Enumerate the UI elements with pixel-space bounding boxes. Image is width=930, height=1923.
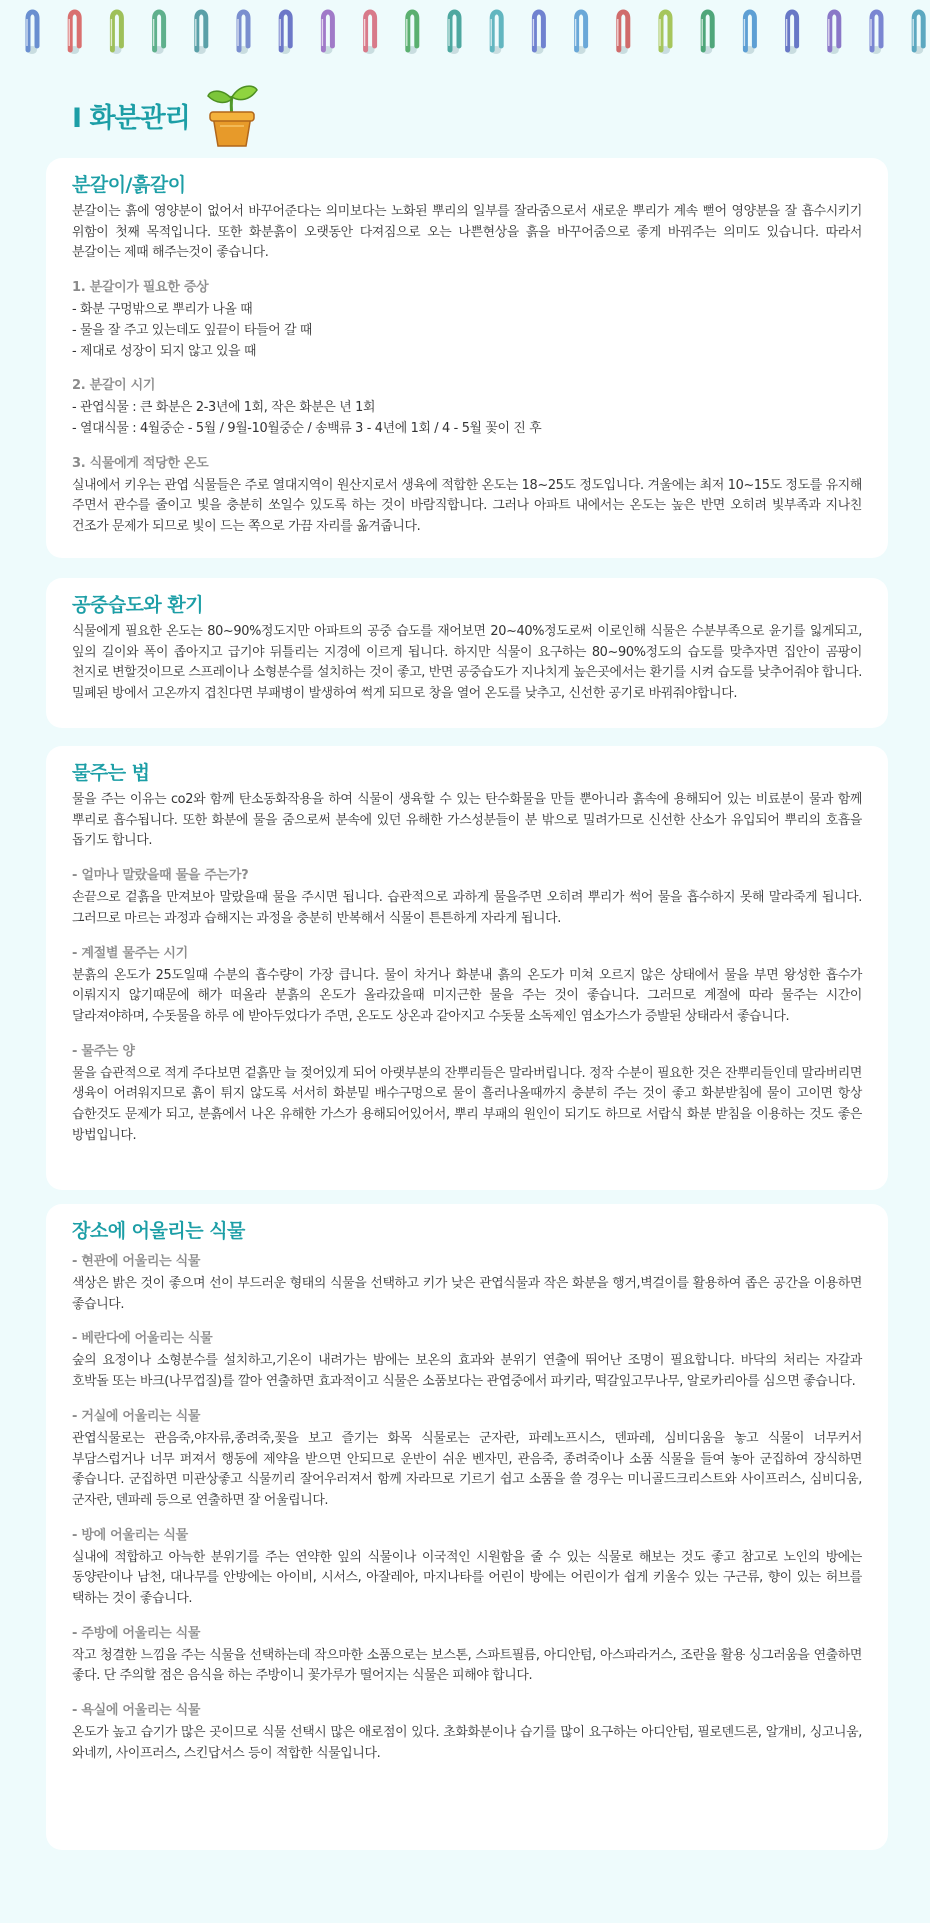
spiral-ring-icon (449, 12, 459, 54)
sub-heading: - 욕실에 어울리는 식물 (72, 1703, 201, 1719)
spiral-ring-icon (238, 12, 248, 54)
spiral-ring-icon (829, 12, 839, 54)
spiral-ring-icon (491, 12, 501, 54)
spiral-ring-icon (365, 12, 375, 54)
card-humidity (46, 578, 888, 728)
sub-text: 숲의 요정이나 소형분수를 설치하고,기온이 내려가는 밤에는 보온의 효과와 분위기 연출에 뛰어난 조명이 필요합니다. 바닥의 처리는 자갈과 호박돌 또는 바크(나무껍질)를 깔아 연출하면 효과적이고 식물은 소품보다는 관엽중에서 파키라, 떡갈잎고무나무, 알로카리아를 심으면 좋습니다. (72, 1353, 862, 1390)
section-title: 분갈이/흙갈이 (72, 174, 186, 196)
list-item: - 물을 잘 주고 있는데도 잎끝이 타들어 갈 때 (72, 322, 313, 338)
spiral-ring-icon (407, 12, 417, 54)
page-header (72, 80, 260, 150)
sub-heading: - 베란다에 어울리는 식물 (72, 1331, 213, 1347)
spiral-ring-icon (280, 12, 290, 54)
sub-text: 물을 습관적으로 적게 주다보면 겉흙만 늘 젖어있게 되어 아랫부분의 잔뿌리들은 말라버립니다. 정작 수분이 필요한 것은 잔뿌리들인데 말라버리면 생육이 어려워지므로 흙이 튀지 않도록 서서히 화분밑 배수구멍으로 물이 흘러나올때까지 충분히 주는 것이 좋고 화분받침에 물이 고이면 항상 습한것도 문제가 되고, 분흙에서 나온 유해한 가스가 용해되어있어서, 뿌리 부패의 원인이 되기도 하므로 서랍식 화분 받침을 이용하는 것도 좋은 방법입니다. (72, 1065, 862, 1143)
section-title: 장소에 어울리는 식물 (72, 1220, 245, 1242)
sub-heading: - 현관에 어울리는 식물 (72, 1254, 201, 1269)
section-intro: 식물에게 필요한 온도는 80~90%정도지만 아파트의 공중 습도를 재어보면 20~40%정도로써 이로인해 식물은 수분부족으로 윤기를 잃게되고, 잎의 길이와 폭이 좁아지고 급기야 뒤틀리는 지경에 이르게 됩니다. 하지만 식물이 요구하는 80~90%정도의 습도를 맞추자면 집안이 곰팡이 천지로 변할것이므로 스프레이나 소형분수를 설치하는 것이 좋고, 반면 공중습도가 지나치게 높은곳에서는 환기를 시켜 습도를 낮추어줘야 합니다. 밀폐된 방에서 고온까지 겹친다면 부패병이 발생하여 썩게 되므로 창을 열어 온도를 낮추고, 신선한 공기로 바꿔줘야합니다. (72, 624, 862, 702)
sub-text: 분흙의 온도가 25도일때 수분의 흡수량이 가장 큽니다. 물이 차거나 화분내 흙의 온도가 미쳐 오르지 않은 상태에서 물을 부면 왕성한 흡수가 이뤄지지 않기때문에 해가 떠올라 분흙의 온도가 올라갔을때 미지근한 물을 주는 것이 좋습니다. 그러므로 계절에 따라 물주는 시간이 달라져야하며, 수돗물을 하루 에 받아두었다가 주면, 온도도 상온과 같아지고 수돗물 소독제인 염소가스가 증발된 상태라서 좋습니다. (72, 967, 862, 1024)
card-watering (46, 746, 888, 1190)
section-title: 물주는 법 (72, 762, 150, 784)
sub-text: 온도가 높고 습기가 많은 곳이므로 식물 선택시 많은 애로점이 있다. 초화화분이나 습기를 많이 요구하는 아디안텀, 필로덴드론, 알개비, 싱고니움, 와네끼, 사이프러스, 스킨답서스 등이 적합한 식물입니다. (72, 1725, 862, 1761)
sub-text: 색상은 밝은 것이 좋으며 선이 부드러운 형태의 식물을 선택하고 키가 낮은 관엽식물과 작은 화분을 행거,벽걸이를 활용하여 좁은 공간을 이용하면 좋습니다. (72, 1276, 862, 1312)
sub-heading: 3. 식물에게 적당한 온도 (72, 455, 209, 471)
card-placement (46, 1204, 888, 1850)
section-intro: 물을 주는 이유는 co2와 함께 탄소동화작용을 하여 식물이 생육할 수 있는 탄수화물을 만들 뿐아니라 흙속에 용해되어 있는 비료분이 물과 함께 뿌리로 흡수됩니다. 또한 화분에 물을 줌으로써 분속에 있던 유해한 가스성분들이 분 밖으로 밀려가므로 신선한 산소가 유입되어 뿌리의 호흡을 돕기도 합니다. (72, 792, 862, 849)
list-item: - 제대로 성장이 되지 않고 있을 때 (72, 343, 257, 359)
symptom-list (72, 300, 862, 362)
section-intro: 분갈이는 흙에 영양분이 없어서 바꾸어준다는 의미보다는 노화된 뿌리의 일부를 잘라줌으로서 새로운 뿌리가 계속 뻗어 영양분을 잘 흡수시키기 위함이 첫째 목적입니다. 또한 화분흙이 오랫동안 다져짐으로 오는 나쁜현상을 흙을 바꾸어줌으로 좋게 바꿔주는 의미도 있습니다. 따라서 분갈이는 제때 해주는것이 좋습니다. (72, 204, 862, 261)
sub-text: 작고 청결한 느낌을 주는 식물을 선택하는데 작으마한 소품으로는 보스톤, 스파트필름, 아디안텀, 아스파라거스, 조란을 활용 싱그러움을 연출하면 좋다. 단 주의할 점은 음식을 하는 주방이니 꽃가루가 떨어지는 식물은 피해야 합니다. (72, 1647, 862, 1684)
sub-heading: - 거실에 어울리는 식물 (72, 1408, 201, 1424)
sub-text: 관엽식물로는 관음죽,야자류,종려죽,꽃을 보고 즐기는 화목 식물로는 군자란, 파레노프시스, 덴파레, 심비디움을 놓고 식물이 너무커서 부담스럽거나 너무 퍼져서 행동에 제약을 받으면 안되므로 운반이 쉬운 벤자민, 관음죽, 종려죽이나 소품 식물을 들여 놓아 군집하여 장식하면 좋습니다. 군집하면 미관상좋고 식물끼리 잘어우러져서 함께 자라므로 기르기 쉽고 소품을 쓸 경우는 미니골드크리스트와 사이프러스, 심비디움, 군자란, 덴파레 등으로 연출하면 잘 어울립니다. (72, 1430, 862, 1508)
sub-text: 실내에 적합하고 아늑한 분위기를 주는 연약한 잎의 식물이나 이국적인 시원함을 줄 수 있는 식물로 해보는 것도 좋고 참고로 노인의 방에는 동양란이나 남천, 대나무를 안방에는 아이비, 시서스, 아잘레아, 마지나타를 어린이 방에는 어린이가 쉽게 키울수 있는 구근류, 향이 있는 허브를 택하는 것이 좋습니다. (72, 1549, 862, 1607)
potted-sprout-icon (204, 82, 260, 148)
spiral-ring-icon (787, 12, 797, 54)
spiral-ring-icon (196, 12, 206, 54)
sub-text: 손끝으로 겉흙을 만져보아 말랐을때 물을 주시면 됩니다. 습관적으로 과하게 물을주면 오히려 뿌리가 썩어 물을 흡수하지 못해 말라죽게 됩니다. 그러므로 마르는 과정과 습해지는 과정을 충분히 반복해서 식물이 튼튼하게 자라게 됩니다. (72, 890, 862, 926)
spiral-ring-icon (154, 12, 164, 54)
spiral-ring-icon (913, 12, 923, 54)
spiral-ring-icon (111, 12, 121, 54)
sub-heading: 2. 분갈이 시기 (72, 378, 156, 394)
sub-heading: - 얼마나 말랐을때 물을 주는가? (72, 868, 249, 884)
list-item: - 열대식물 : 4월중순 - 5월 / 9월-10월중순 / 송백류 3 - 4년에 1회 / 4 - 5월 꽃이 진 후 (72, 420, 542, 436)
sub-heading: 1. 분갈이가 필요한 증상 (72, 280, 209, 296)
spiral-ring-icon (702, 12, 712, 54)
list-item: - 관엽식물 : 큰 화분은 2-3년에 1회, 작은 화분은 년 1회 (72, 400, 376, 416)
spiral-ring-icon (322, 12, 332, 54)
sub-heading: - 계절별 물주는 시기 (72, 945, 188, 961)
page-title: I 화분관리 (72, 102, 190, 134)
spiral-binding (0, 0, 930, 62)
sub-heading: - 주방에 어울리는 식물 (72, 1625, 201, 1641)
spiral-ring-icon (533, 12, 543, 54)
spiral-ring-icon (69, 12, 79, 54)
sub-text: 실내에서 키우는 관엽 식물들은 주로 열대지역이 원산지로서 생육에 적합한 온도는 18~25도 정도입니다. 겨울에는 최저 10~15도 정도를 유지해 주면서 관수를 줄이고 빛을 충분히 쏘일수 있도록 하는 것이 바람직합니다. 그러나 아파트 내에서는 온도는 높은 반면 오히려 빛부족과 지나친 건조가 문제가 되므로 빛이 드는 쪽으로 가끔 자리를 옮겨줍니다. (72, 477, 862, 535)
list-item: - 화분 구멍밖으로 뿌리가 나올 때 (72, 302, 253, 318)
spiral-ring-icon (576, 12, 586, 54)
card-repotting (46, 158, 888, 558)
section-title: 공중습도와 환기 (72, 594, 204, 616)
sub-heading: - 물주는 양 (72, 1043, 135, 1059)
spiral-ring-icon (744, 12, 754, 54)
spiral-ring-icon (871, 12, 881, 54)
spiral-ring-icon (660, 12, 670, 54)
spiral-ring-icon (618, 12, 628, 54)
timing-list (72, 398, 862, 439)
sub-heading: - 방에 어울리는 식물 (72, 1527, 188, 1543)
spiral-ring-icon (27, 12, 37, 54)
